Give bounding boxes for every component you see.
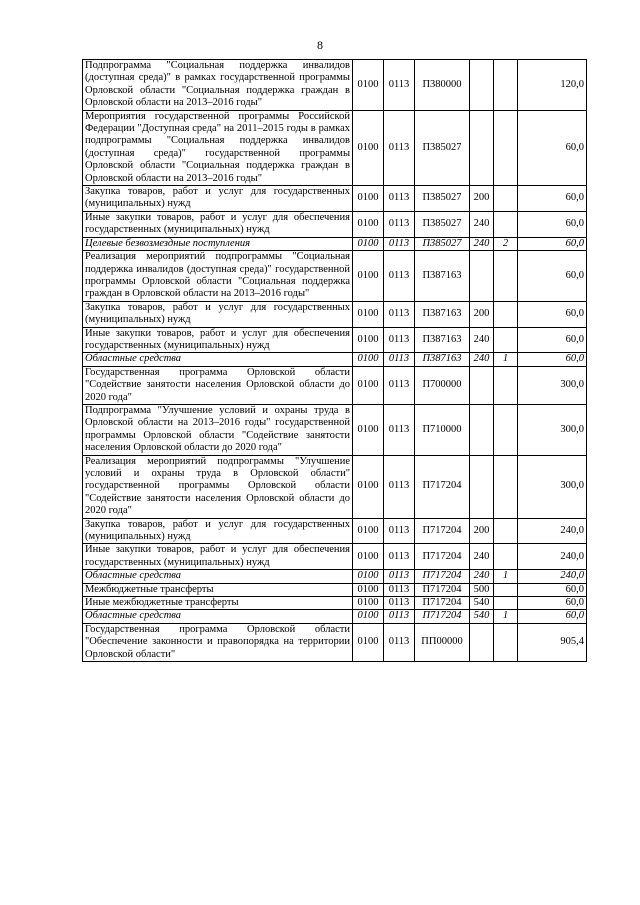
row-subsection: 0113 [384, 455, 415, 518]
table-row [83, 301, 587, 327]
row-target-article: П385027 [415, 237, 470, 250]
table-row [83, 583, 587, 596]
row-name: Закупка товаров, работ и услуг для государственных (муниципальных) нужд [83, 186, 353, 212]
row-expense-type [470, 455, 494, 518]
row-expense-type [470, 251, 494, 302]
row-amount: 60,0 [518, 211, 587, 237]
row-subsection: 0113 [384, 597, 415, 610]
row-amount: 120,0 [518, 60, 587, 111]
row-section: 0100 [353, 327, 384, 353]
table-row [83, 353, 587, 366]
row-funding-source [494, 518, 518, 544]
row-subsection: 0113 [384, 583, 415, 596]
row-funding-source: 2 [494, 237, 518, 250]
row-section: 0100 [353, 60, 384, 111]
row-name: Целевые безвозмездные поступления [83, 237, 353, 250]
row-section: 0100 [353, 455, 384, 518]
row-target-article: П717204 [415, 597, 470, 610]
row-funding-source: 1 [494, 570, 518, 583]
row-funding-source [494, 583, 518, 596]
row-subsection: 0113 [384, 327, 415, 353]
row-name: Реализация мероприятий подпрограммы "Улучшение условий и охраны труда в Орловской области" государственной программы Орловской области "Содействие занятости населения Орловской области до 2020 года" [83, 455, 353, 518]
table-row [83, 570, 587, 583]
table-row [83, 455, 587, 518]
row-name: Межбюджетные трансферты [83, 583, 353, 596]
row-subsection: 0113 [384, 366, 415, 404]
row-subsection: 0113 [384, 110, 415, 185]
row-section: 0100 [353, 353, 384, 366]
row-section: 0100 [353, 404, 384, 455]
row-section: 0100 [353, 597, 384, 610]
row-expense-type: 240 [470, 327, 494, 353]
row-expense-type: 240 [470, 570, 494, 583]
row-expense-type [470, 366, 494, 404]
row-section: 0100 [353, 237, 384, 250]
row-amount: 240,0 [518, 544, 587, 570]
row-funding-source [494, 455, 518, 518]
row-expense-type [470, 404, 494, 455]
row-target-article: П387163 [415, 327, 470, 353]
row-funding-source: 1 [494, 353, 518, 366]
row-section: 0100 [353, 623, 384, 661]
row-name: Государственная программа Орловской области "Обеспечение законности и правопорядка на территории Орловской области" [83, 623, 353, 661]
row-expense-type: 540 [470, 610, 494, 623]
row-expense-type [470, 60, 494, 111]
row-target-article: П380000 [415, 60, 470, 111]
row-section: 0100 [353, 366, 384, 404]
row-subsection: 0113 [384, 544, 415, 570]
row-name: Областные средства [83, 610, 353, 623]
row-expense-type: 500 [470, 583, 494, 596]
row-amount: 60,0 [518, 327, 587, 353]
table-row [83, 544, 587, 570]
row-amount: 60,0 [518, 237, 587, 250]
row-section: 0100 [353, 570, 384, 583]
row-name: Иные закупки товаров, работ и услуг для обеспечения государственных (муниципальных) нужд [83, 544, 353, 570]
row-subsection: 0113 [384, 353, 415, 366]
row-amount: 60,0 [518, 353, 587, 366]
row-subsection: 0113 [384, 251, 415, 302]
row-name: Государственная программа Орловской области "Содействие занятости населения Орловской области до 2020 года" [83, 366, 353, 404]
row-subsection: 0113 [384, 570, 415, 583]
row-expense-type: 240 [470, 237, 494, 250]
row-expense-type: 200 [470, 518, 494, 544]
row-target-article: П385027 [415, 186, 470, 212]
row-target-article: П717204 [415, 610, 470, 623]
row-name: Иные закупки товаров, работ и услуг для обеспечения государственных (муниципальных) нужд [83, 327, 353, 353]
row-funding-source [494, 597, 518, 610]
table-row [83, 60, 587, 111]
page-number: 8 [317, 38, 323, 52]
row-target-article: П387163 [415, 251, 470, 302]
row-amount: 60,0 [518, 597, 587, 610]
row-target-article: ПП00000 [415, 623, 470, 661]
row-amount: 60,0 [518, 186, 587, 212]
row-funding-source [494, 60, 518, 111]
row-name: Подпрограмма "Социальная поддержка инвалидов (доступная среда)" в рамках государственной программы Орловской области "Социальная поддержка граждан в Орловской области на 2013–2016 годы" [83, 60, 353, 111]
row-target-article: П717204 [415, 518, 470, 544]
table-row [83, 404, 587, 455]
table-row [83, 610, 587, 623]
row-target-article: П387163 [415, 353, 470, 366]
row-funding-source [494, 186, 518, 212]
row-funding-source [494, 211, 518, 237]
row-subsection: 0113 [384, 211, 415, 237]
row-funding-source: 1 [494, 610, 518, 623]
table-row [83, 366, 587, 404]
row-amount: 300,0 [518, 366, 587, 404]
table-row [83, 110, 587, 185]
row-subsection: 0113 [384, 237, 415, 250]
row-section: 0100 [353, 518, 384, 544]
table-row [83, 211, 587, 237]
row-amount: 60,0 [518, 251, 587, 302]
row-section: 0100 [353, 251, 384, 302]
row-subsection: 0113 [384, 301, 415, 327]
row-section: 0100 [353, 610, 384, 623]
row-expense-type: 240 [470, 544, 494, 570]
row-funding-source [494, 301, 518, 327]
row-target-article: П717204 [415, 583, 470, 596]
row-target-article: П717204 [415, 570, 470, 583]
table-row [83, 251, 587, 302]
row-name: Областные средства [83, 570, 353, 583]
row-name: Иные закупки товаров, работ и услуг для обеспечения государственных (муниципальных) нужд [83, 211, 353, 237]
table-row [83, 186, 587, 212]
row-funding-source [494, 110, 518, 185]
row-subsection: 0113 [384, 404, 415, 455]
table-row [83, 327, 587, 353]
row-subsection: 0113 [384, 60, 415, 111]
row-amount: 905,4 [518, 623, 587, 661]
row-section: 0100 [353, 211, 384, 237]
row-amount: 240,0 [518, 570, 587, 583]
row-name: Закупка товаров, работ и услуг для государственных (муниципальных) нужд [83, 518, 353, 544]
row-amount: 60,0 [518, 301, 587, 327]
row-funding-source [494, 404, 518, 455]
row-section: 0100 [353, 301, 384, 327]
row-expense-type: 540 [470, 597, 494, 610]
row-section: 0100 [353, 544, 384, 570]
row-amount: 60,0 [518, 610, 587, 623]
row-amount: 60,0 [518, 110, 587, 185]
row-subsection: 0113 [384, 623, 415, 661]
row-name: Подпрограмма "Улучшение условий и охраны труда в Орловской области на 2013–2016 годы" государственной программы Орловской области "Содействие занятости населения Орловской области до 2020 года" [83, 404, 353, 455]
row-expense-type: 240 [470, 353, 494, 366]
row-target-article: П385027 [415, 110, 470, 185]
row-name: Закупка товаров, работ и услуг для государственных (муниципальных) нужд [83, 301, 353, 327]
row-amount: 300,0 [518, 455, 587, 518]
row-section: 0100 [353, 110, 384, 185]
table-row [83, 623, 587, 661]
row-amount: 60,0 [518, 583, 587, 596]
row-funding-source [494, 366, 518, 404]
row-expense-type [470, 623, 494, 661]
row-funding-source [494, 544, 518, 570]
row-expense-type: 240 [470, 211, 494, 237]
row-funding-source [494, 623, 518, 661]
row-target-article: П385027 [415, 211, 470, 237]
row-subsection: 0113 [384, 186, 415, 212]
row-amount: 240,0 [518, 518, 587, 544]
row-subsection: 0113 [384, 610, 415, 623]
row-section: 0100 [353, 583, 384, 596]
row-funding-source [494, 327, 518, 353]
row-amount: 300,0 [518, 404, 587, 455]
row-name: Иные межбюджетные трансферты [83, 597, 353, 610]
row-expense-type: 200 [470, 186, 494, 212]
row-target-article: П710000 [415, 404, 470, 455]
row-name: Реализация мероприятий подпрограммы "Социальная поддержка инвалидов (доступная среда)" государственной программы Орловской области "Социальная поддержка граждан в Орловской области на 2013–2016 годы" [83, 251, 353, 302]
row-target-article: П387163 [415, 301, 470, 327]
row-expense-type [470, 110, 494, 185]
table-row [83, 597, 587, 610]
budget-table [82, 59, 587, 662]
row-name: Мероприятия государственной программы Российской Федерации "Доступная среда" на 2011–2015 годы в рамках подпрограммы "Социальная поддержка инвалидов (доступная среда)" государственной программы Орловской области "Социальная поддержка граждан в Орловской области на 2013–2016 годы" [83, 110, 353, 185]
table-row [83, 237, 587, 250]
row-expense-type: 200 [470, 301, 494, 327]
row-target-article: П700000 [415, 366, 470, 404]
row-name: Областные средства [83, 353, 353, 366]
row-section: 0100 [353, 186, 384, 212]
row-target-article: П717204 [415, 455, 470, 518]
row-subsection: 0113 [384, 518, 415, 544]
row-funding-source [494, 251, 518, 302]
table-row [83, 518, 587, 544]
row-target-article: П717204 [415, 544, 470, 570]
